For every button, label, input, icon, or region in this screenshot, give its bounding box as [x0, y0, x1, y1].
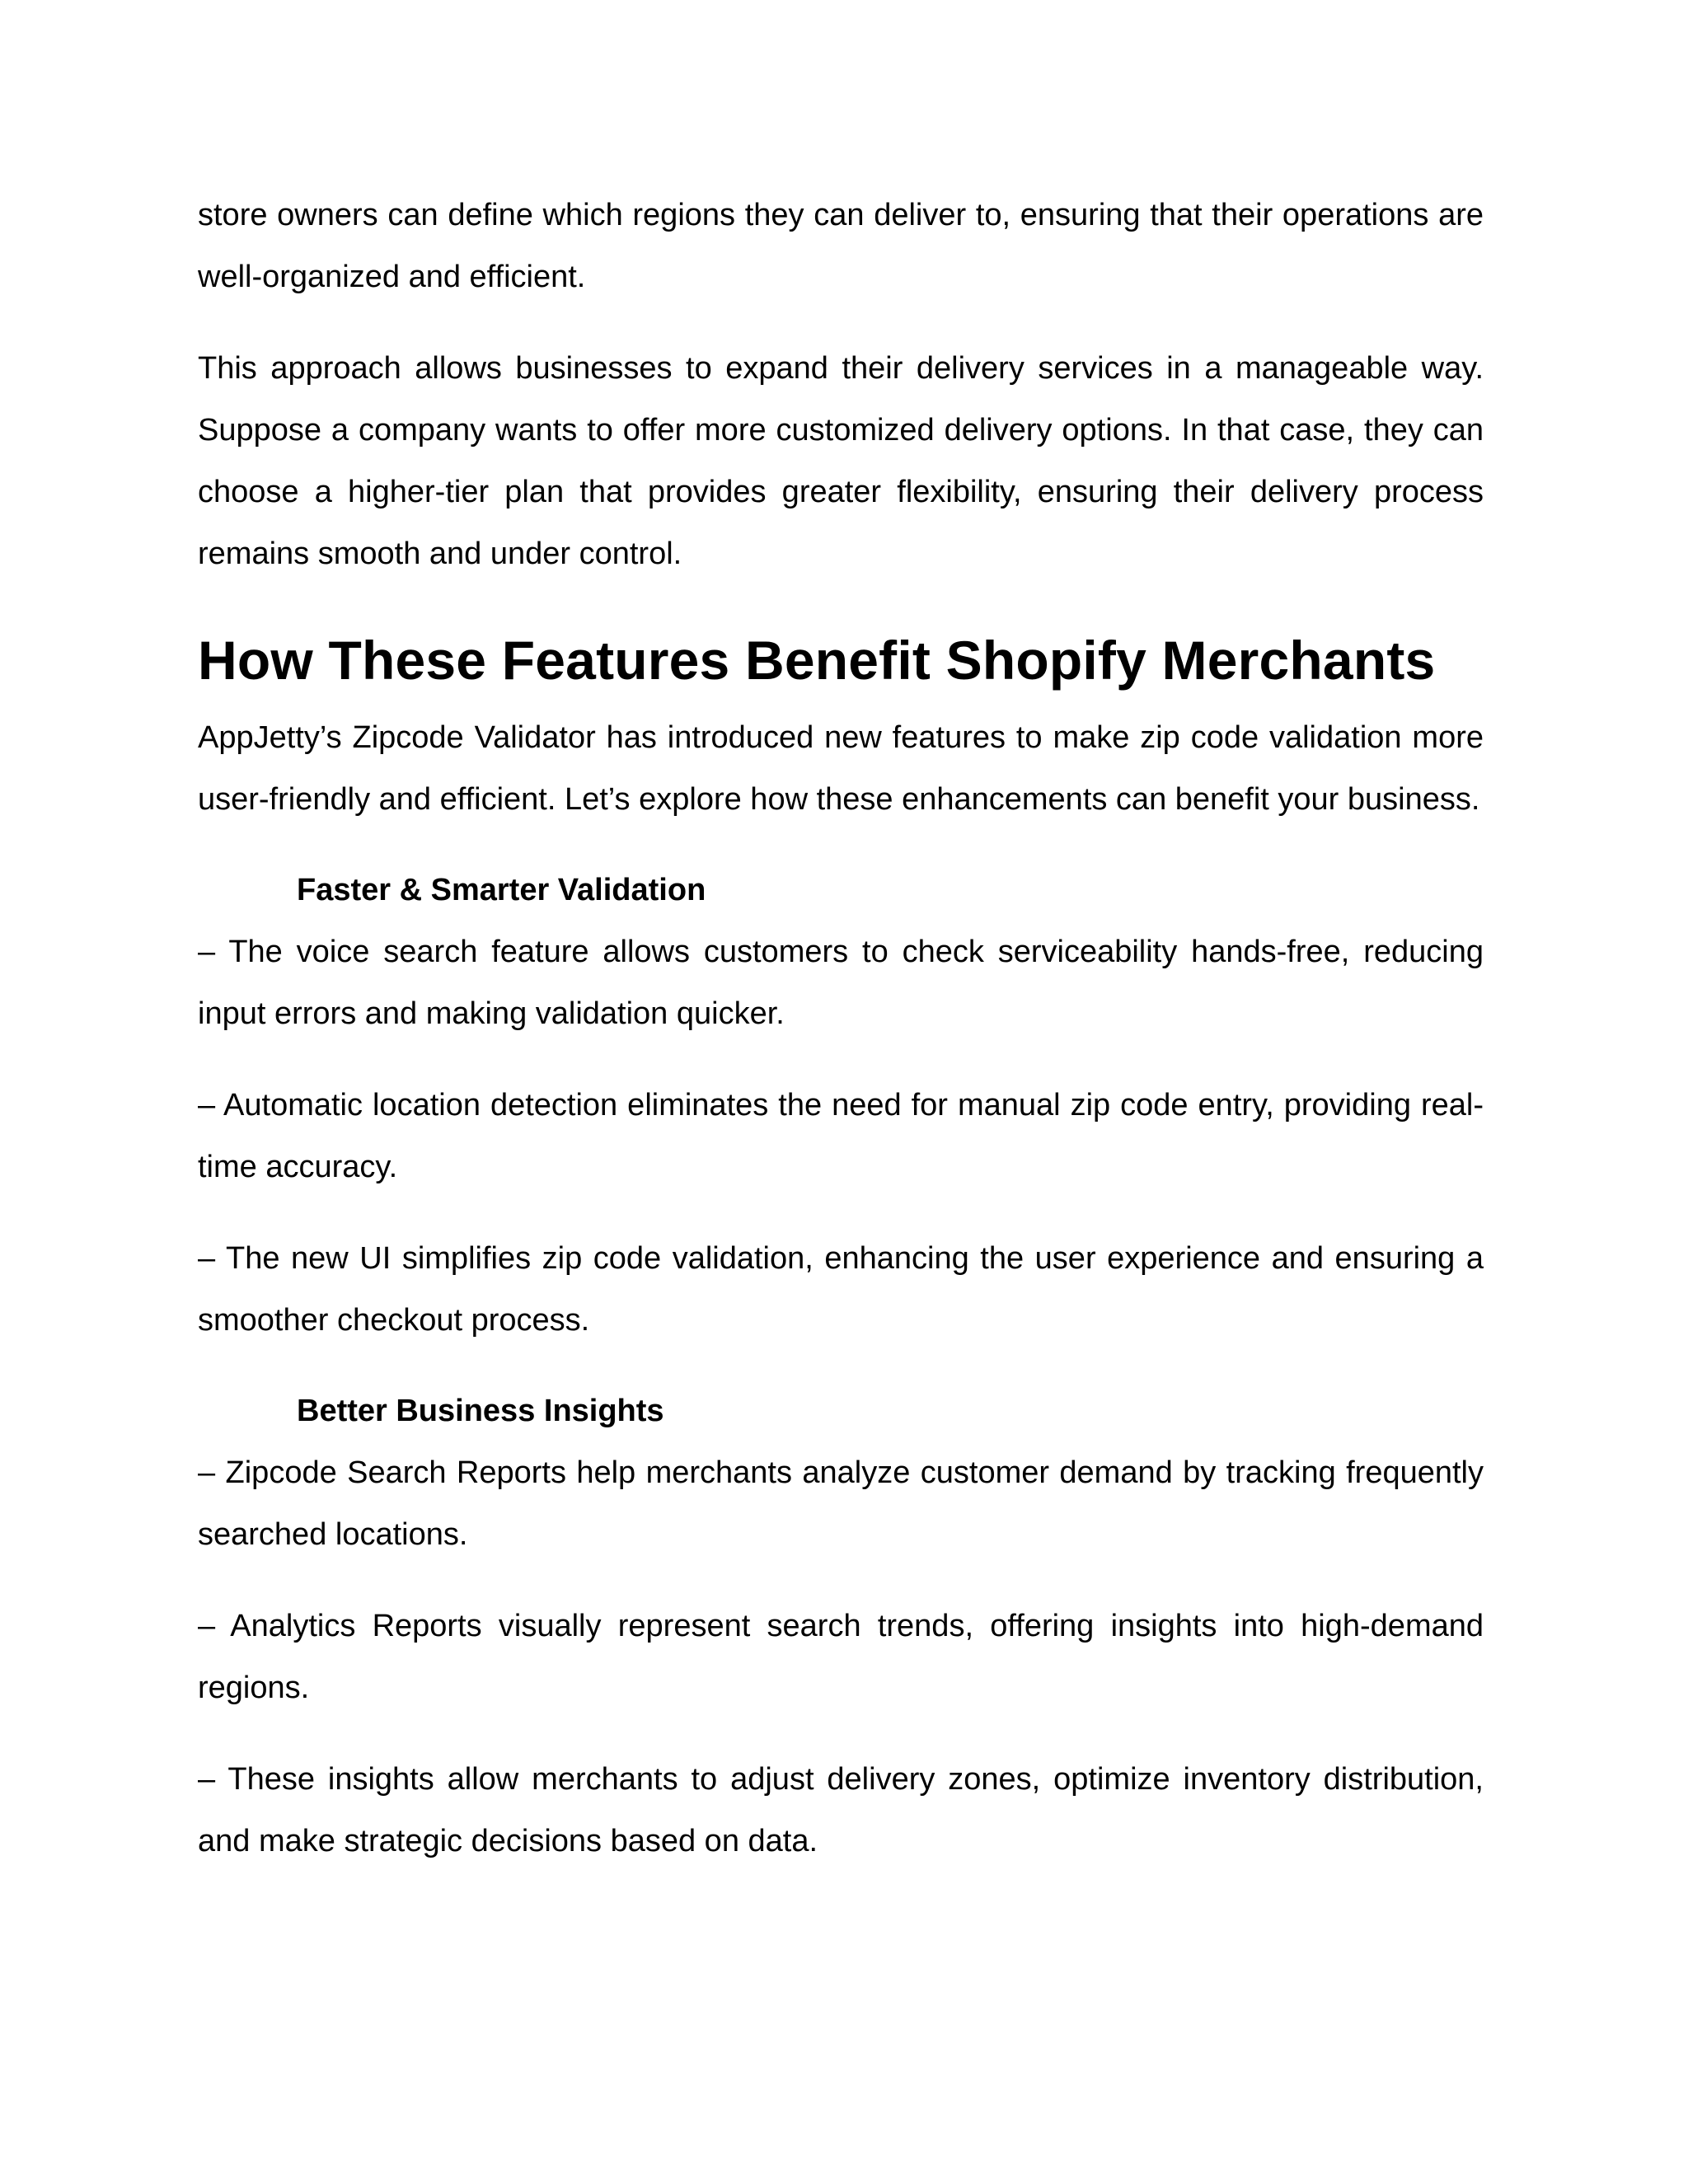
- bullet-item: – The voice search feature allows customers to check serviceability hands-free, reducing input errors and making validation quicker.: [198, 935, 1484, 1031]
- subheading-faster-validation: Faster & Smarter Validation: [297, 873, 706, 907]
- paragraph-approach: This approach allows businesses to expand their delivery services in a manageable way. Suppose a company wants to offer more customized delivery options. In that case, they can choose a higher-tier plan that provides greater flexibility, ensuring their delivery process remains smooth and under control.: [198, 351, 1484, 571]
- bullet-item: – The new UI simplifies zip code validation, enhancing the user experience and ensuring a smoother checkout process.: [198, 1241, 1484, 1338]
- intro-paragraph: AppJetty’s Zipcode Validator has introduced new features to make zip code validation more user-friendly and efficient. Let’s explore how these enhancements can benefit your business.: [198, 720, 1484, 817]
- bullet-item: – Automatic location detection eliminates the need for manual zip code entry, providing real-time accuracy.: [198, 1088, 1484, 1184]
- bullet-item: – Analytics Reports visually represent search trends, offering insights into high-demand regions.: [198, 1609, 1484, 1705]
- section-business-insights: [198, 1388, 1484, 1872]
- bullet-item: – Zipcode Search Reports help merchants analyze customer demand by tracking frequently searched locations.: [198, 1455, 1484, 1552]
- document-body: [198, 185, 1484, 1872]
- section-faster-validation: [198, 867, 1484, 1352]
- bullet-item: – These insights allow merchants to adjust delivery zones, optimize inventory distribution, and make strategic decisions based on data.: [198, 1762, 1484, 1858]
- section-heading: How These Features Benefit Shopify Merchants: [198, 630, 1436, 691]
- paragraph-delivery-regions: store owners can define which regions they can deliver to, ensuring that their operations are well-organized and efficient.: [198, 198, 1484, 294]
- subheading-business-insights: Better Business Insights: [297, 1394, 664, 1428]
